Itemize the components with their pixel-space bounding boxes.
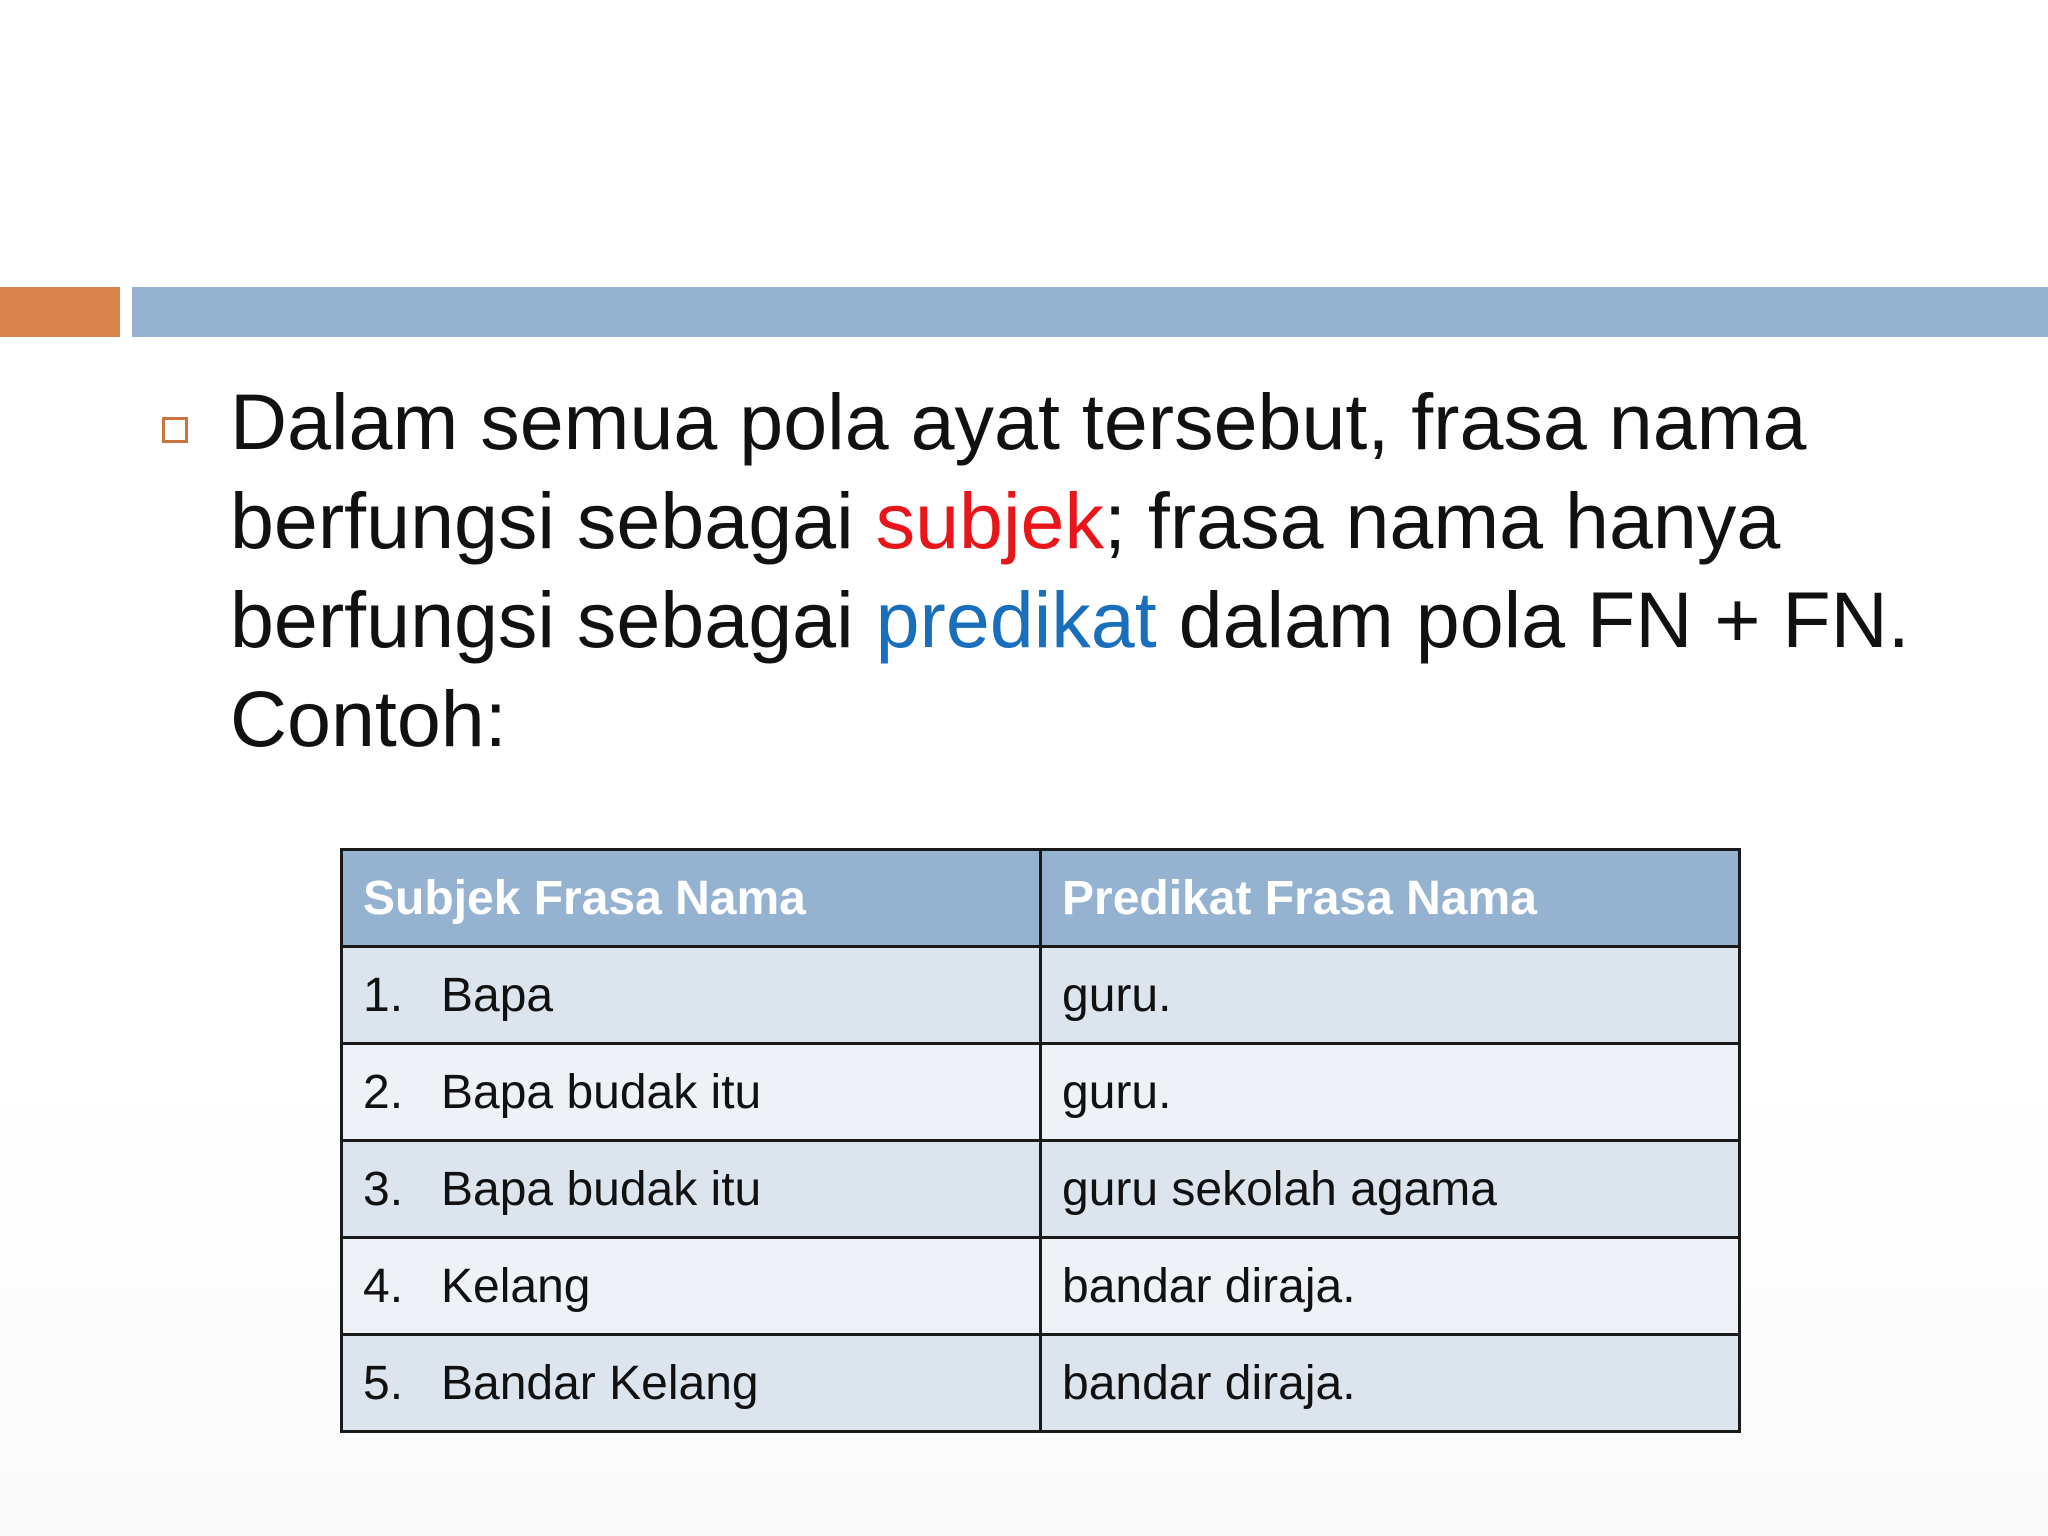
subject-cell [342,1044,1041,1141]
paragraph-text-3: dalam pola FN + FN. Contoh: [230,575,1910,763]
accent-bar-orange [0,287,120,337]
table-row [342,1141,1740,1238]
highlight-predikat: predikat [875,575,1157,664]
table-row [342,1335,1740,1432]
table-row [342,1044,1740,1141]
row-number: 4. [363,1259,404,1313]
subject-cell [342,1141,1041,1238]
highlight-subjek: subjek [875,476,1104,565]
paragraph-text-2: ; frasa nama hanya berfungsi sebagai [230,476,1781,664]
table-row [342,947,1740,1044]
table-header-row [342,850,1740,947]
predicate-cell: bandar diraja. [1041,1335,1740,1432]
predicate-cell: bandar diraja. [1041,1238,1740,1335]
accent-bar-blue [132,287,2048,337]
row-number: 5. [363,1356,404,1410]
subject-text: Kelang [441,1259,591,1313]
subject-text: Bapa budak itu [441,1162,762,1216]
examples-table [340,848,1741,1433]
header-subjek: Subjek Frasa Nama [342,850,1041,947]
bullet-square-icon [162,417,188,443]
header-predikat: Predikat Frasa Nama [1041,850,1740,947]
table-row [342,1238,1740,1335]
row-number: 2. [363,1065,404,1119]
predicate-cell: guru sekolah agama [1041,1141,1740,1238]
row-number: 3. [363,1162,404,1216]
subject-cell [342,1335,1041,1432]
subject-text: Bapa [441,968,554,1022]
predicate-cell: guru. [1041,947,1740,1044]
subject-cell [342,947,1041,1044]
subject-text: Bapa budak itu [441,1065,762,1119]
subject-text: Bandar Kelang [441,1356,759,1410]
subject-cell [342,1238,1041,1335]
predicate-cell: guru. [1041,1044,1740,1141]
row-number: 1. [363,968,404,1022]
paragraph-text-1: Dalam semua pola ayat tersebut, frasa nama berfungsi sebagai [230,377,1807,565]
body-paragraph [230,372,1920,768]
